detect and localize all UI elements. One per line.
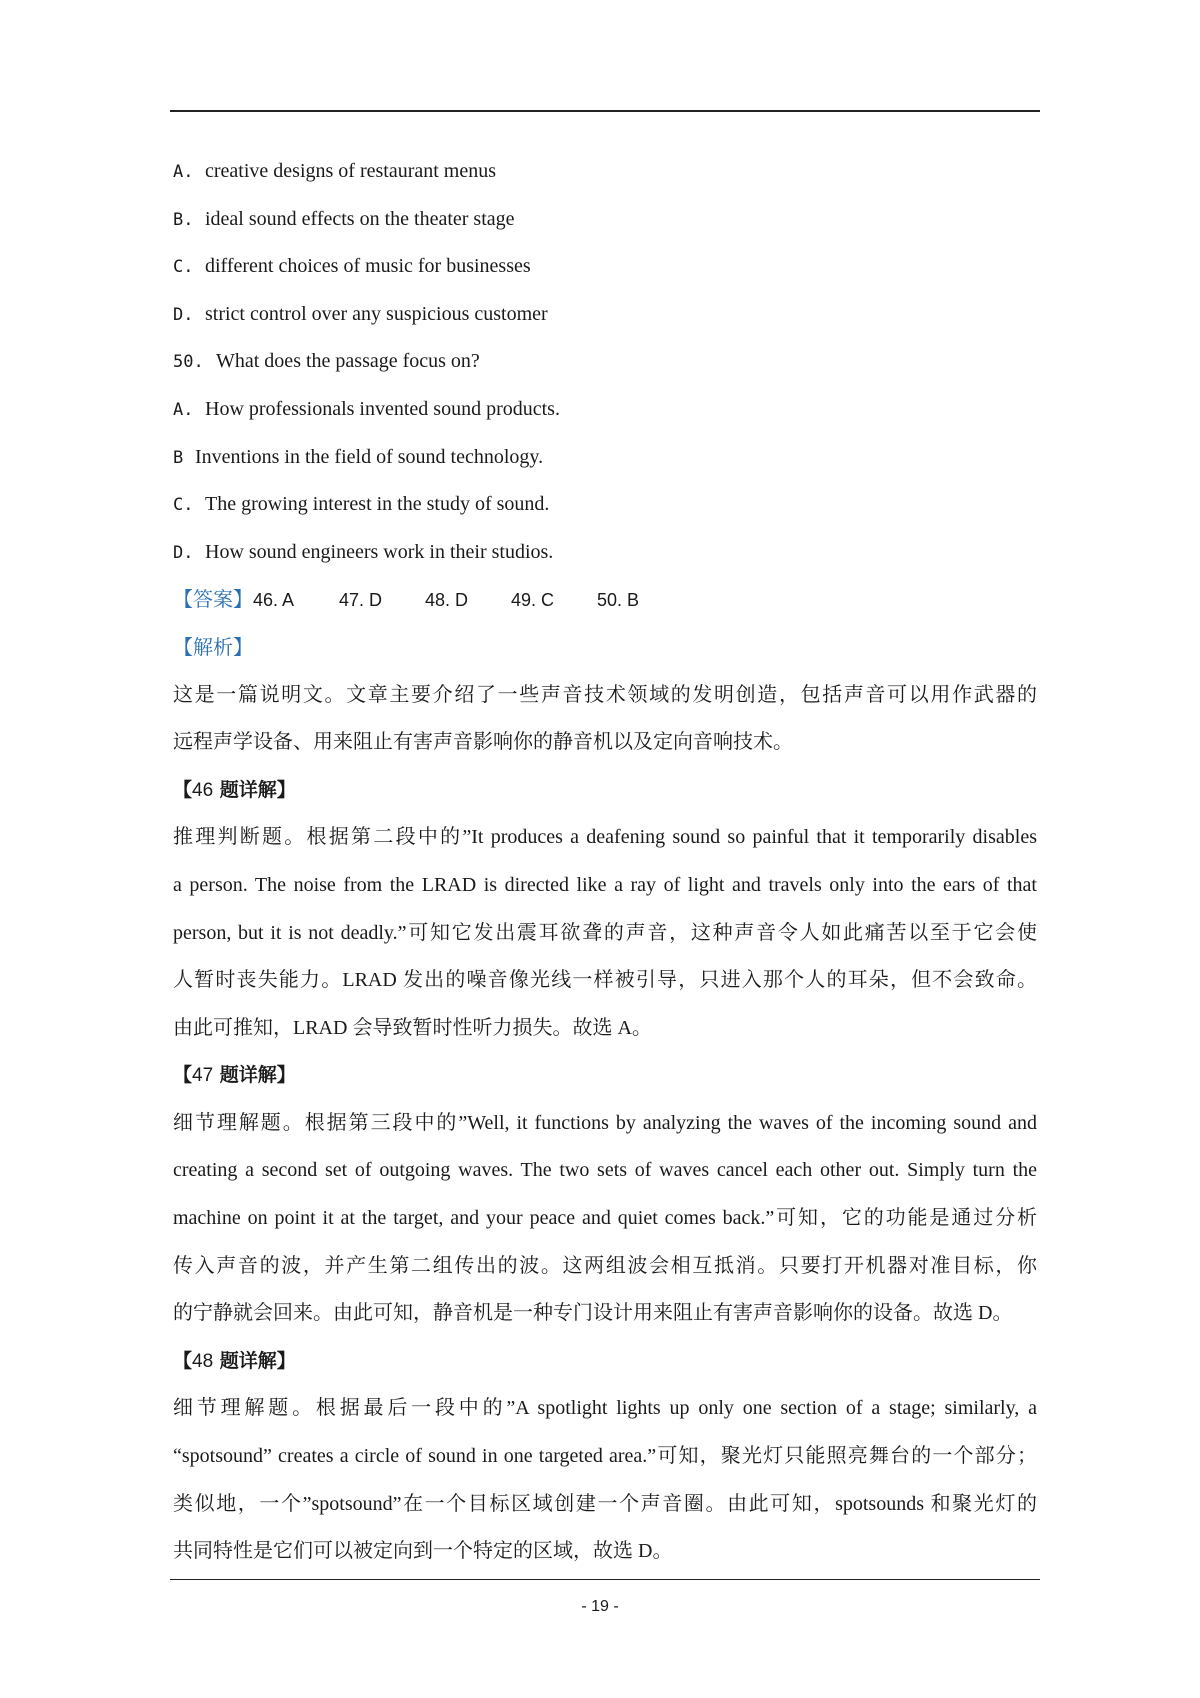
detail-line: person, but it is not deadly.”可知它发出震耳欲聋的声音，这种声音令人如此痛苦以至于它会使 [173,921,1037,944]
detail-46-paragraph [173,814,1037,1052]
detail-line: 细节理解题。根据最后一段中的”A spotlight lights up only one section of a stage; similarly, a [173,1397,1037,1420]
detail-47-heading: 【47 题详解】 [173,1064,296,1087]
detail-line: 传入声音的波，并产生第二组传出的波。这两组波会相互抵消。只要打开机器对准目标，你 [173,1254,1037,1277]
detail-46-heading: 【46 题详解】 [173,778,296,801]
q49-option-b: B. ideal sound effects on the theater stage [173,207,515,230]
analysis-heading: 【解析】 [173,634,253,659]
summary-line: 远程声学设备、用来阻止有害声音影响你的静音机以及定向音响技术。 [173,731,793,754]
q50-option-a: A. How professionals invented sound products. [173,397,560,420]
detail-48-paragraph [173,1385,1037,1575]
detail-line: 的宁静就会回来。由此可知，静音机是一种专门设计用来阻止有害声音影响你的设备。故选 D。 [173,1302,1013,1325]
answer-key [173,576,1037,624]
q50-option-c: C. The growing interest in the study of sound. [173,493,550,516]
header-rule [170,110,1040,112]
q49-option-a: A. creative designs of restaurant menus [173,160,497,182]
detail-line: creating a second set of outgoing waves. The two sets of waves cancel each other out. Simply turn the [173,1159,1037,1182]
detail-line: 人暂时丧失能力。LRAD 发出的噪音像光线一样被引导，只进入那个人的耳朵，但不会致命。 [173,969,1037,992]
q50-option-d: D. How sound engineers work in their studios. [173,540,554,563]
q50-option-b: B Inventions in the field of sound technology. [173,445,544,468]
detail-line: 共同特性是它们可以被定向到一个特定的区域，故选 D。 [173,1540,673,1563]
answer-tag: 【答案】 [173,587,253,612]
footer-rule [170,1579,1040,1580]
page-number: - 19 - [581,1598,619,1615]
detail-line: 推理判断题。根据第二段中的”It produces a deafening sound so painful that it temporarily disables [173,826,1037,849]
answer-46: 46. A [253,590,295,611]
q49-option-c: C. different choices of music for businesses [173,255,531,278]
detail-48-heading: 【48 题详解】 [173,1349,296,1372]
detail-line: 类似地，一个”spotsound”在一个目标区域创建一个声音圈。由此可知，spotsounds 和聚光灯的 [173,1492,1037,1515]
detail-line: a person. The noise from the LRAD is directed like a ray of light and travels only into the ears of that [173,873,1037,896]
page-content [173,148,1037,1576]
answer-47: 47. D [339,590,383,611]
detail-line: 细节理解题。根据第三段中的”Well, it functions by analyzing the waves of the incoming sound and [173,1111,1037,1134]
detail-line: “spotsound” creates a circle of sound in one targeted area.”可知，聚光灯只能照亮舞台的一个部分； [173,1445,1037,1468]
detail-line: 由此可推知，LRAD 会导致暂时性听力损失。故选 A。 [173,1016,652,1039]
answer-48: 48. D [425,590,469,611]
summary-paragraph [173,672,1037,767]
summary-line: 这是一篇说明文。文章主要介绍了一些声音技术领域的发明创造，包括声音可以用作武器的 [173,683,1037,706]
answer-50: 50. B [597,590,640,611]
detail-47-paragraph [173,1100,1037,1338]
detail-line: machine on point it at the target, and your peace and quiet comes back.”可知，它的功能是通过分析 [173,1207,1037,1230]
q49-option-d: D. strict control over any suspicious customer [173,302,548,325]
answer-49: 49. C [511,590,555,611]
q50-question: 50. What does the passage focus on? [173,350,480,373]
